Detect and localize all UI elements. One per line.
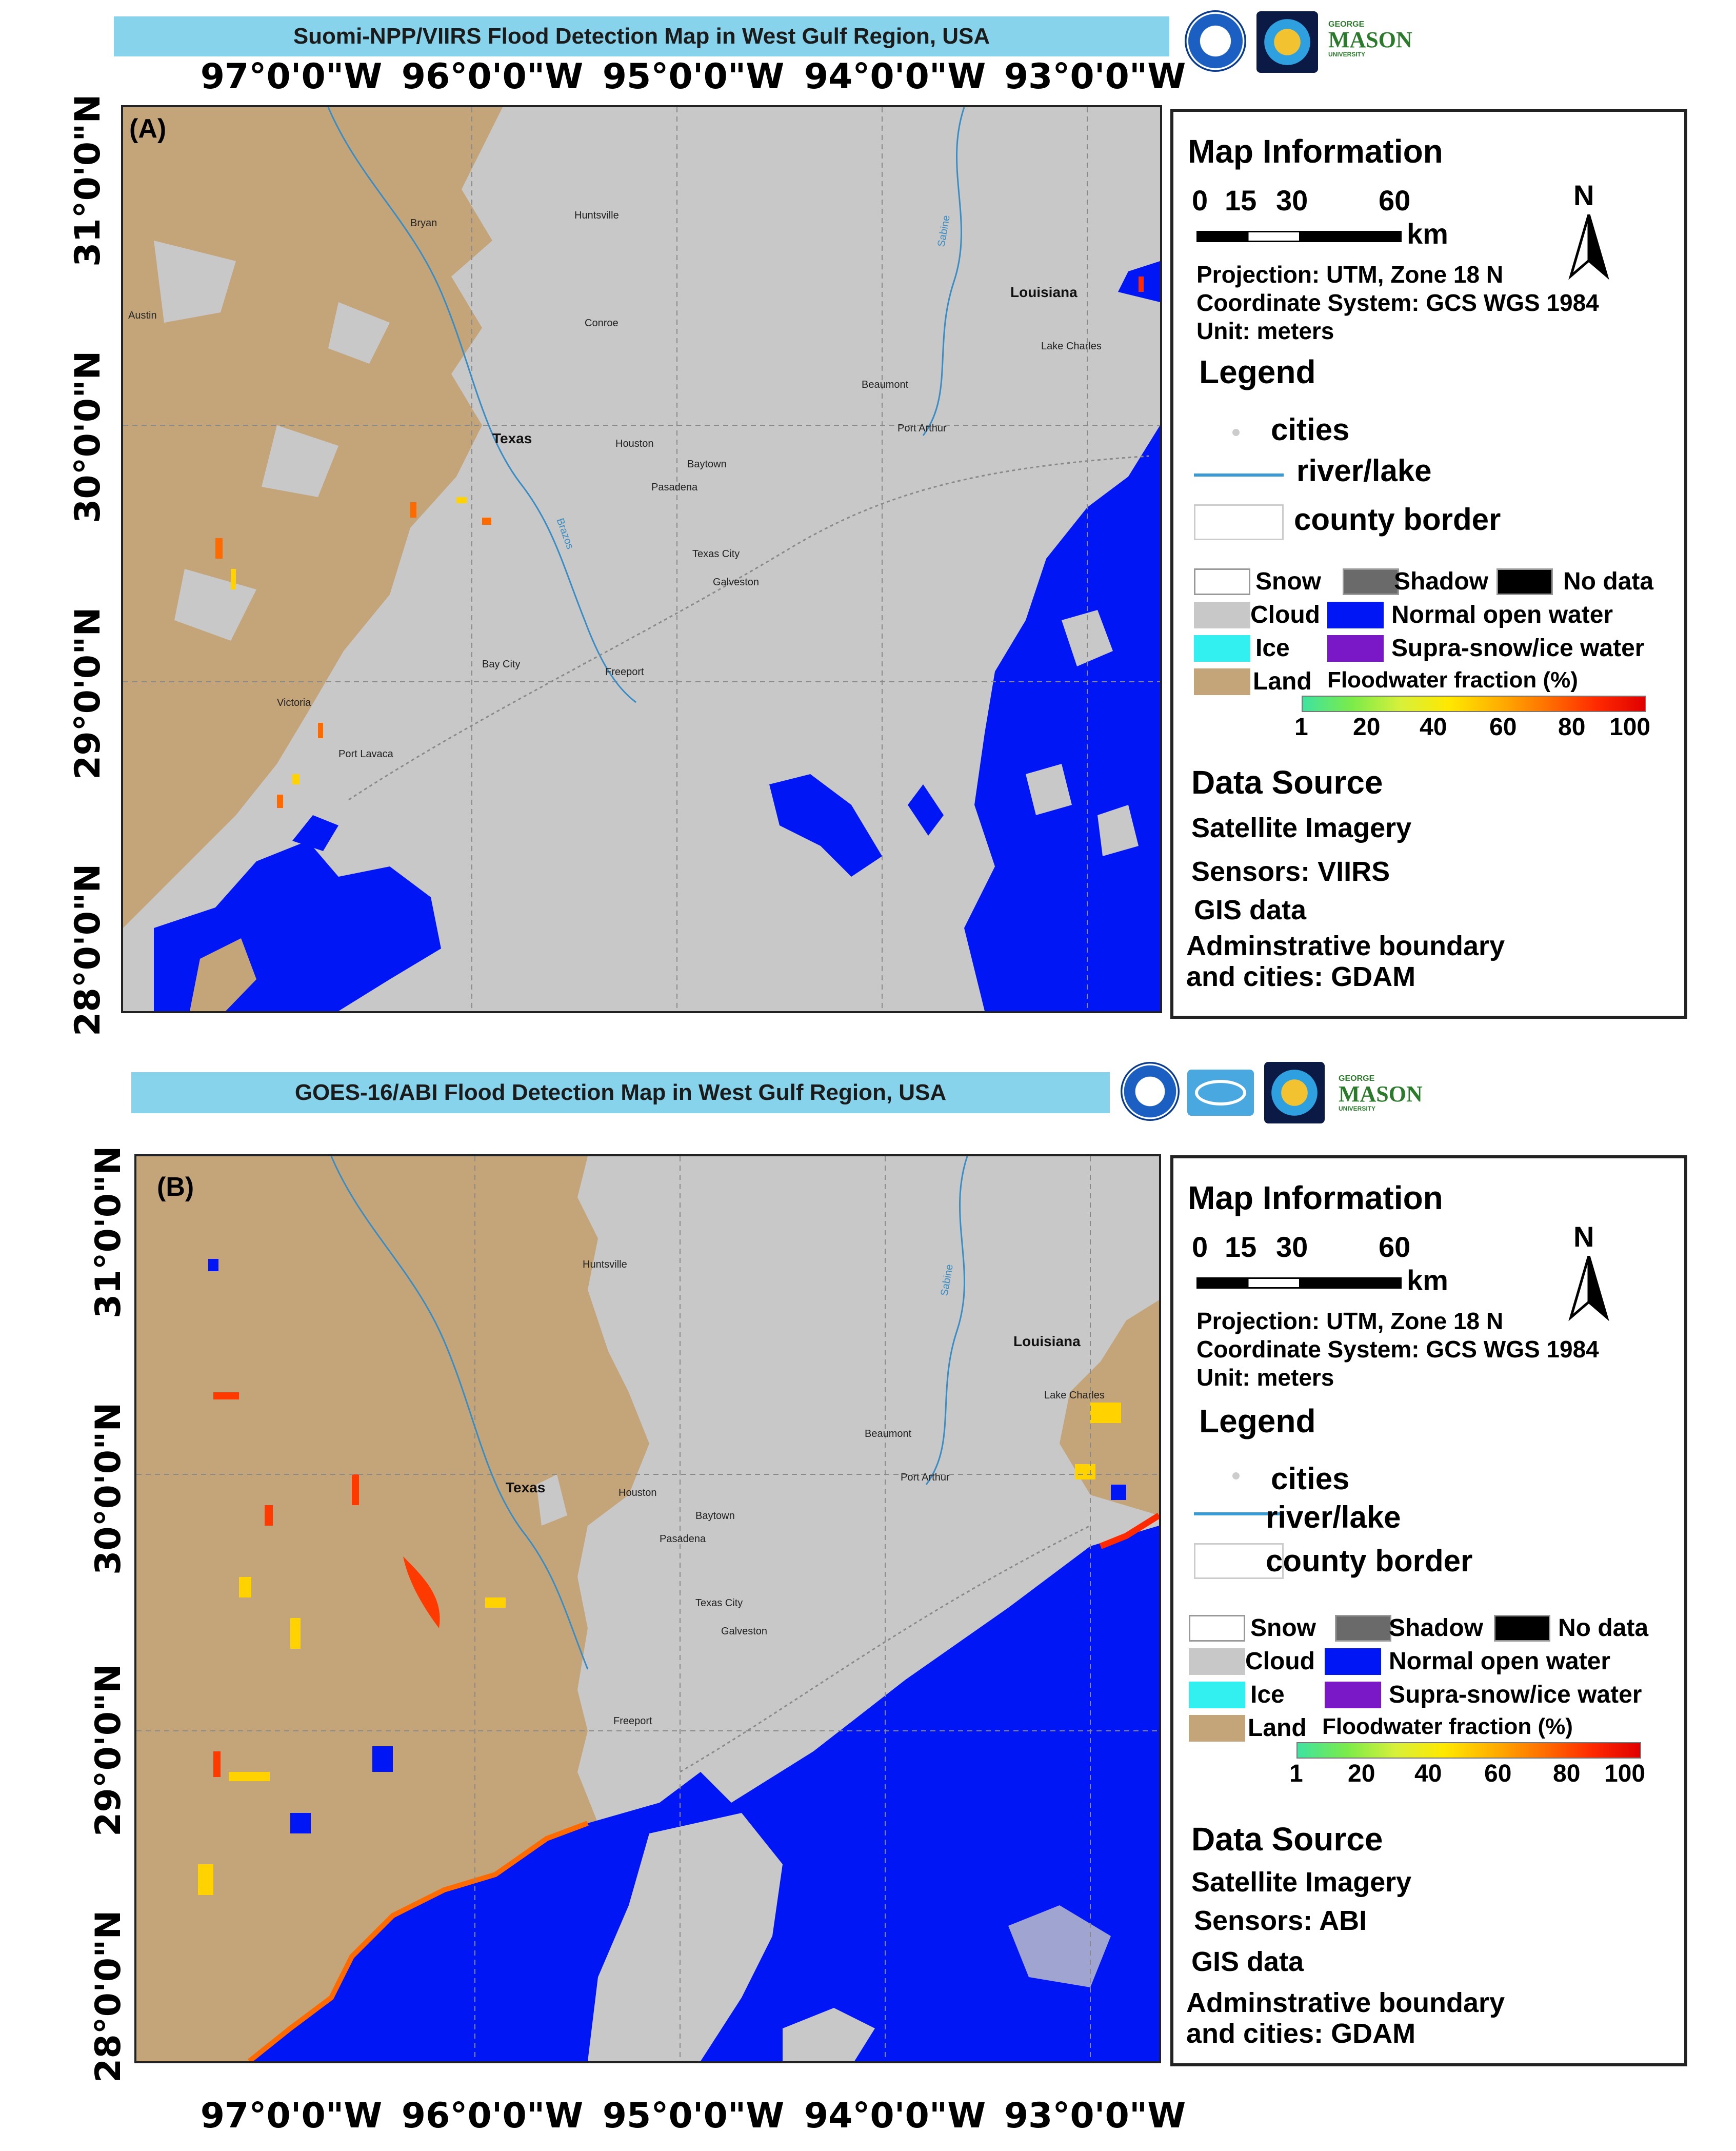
flood-map-b [134, 1154, 1161, 2063]
ramp-tick: 80 [1558, 714, 1586, 741]
legend-flood-fraction: Floodwater fraction (%) [1327, 667, 1578, 693]
county-symbol-icon [1194, 504, 1284, 540]
info-box-a [1170, 109, 1687, 1019]
lon-label: 93°0'0"W [1004, 56, 1186, 97]
sensor-text: Sensors: ABI [1194, 1905, 1367, 1936]
projection-text: Projection: UTM, Zone 18 N [1196, 1308, 1504, 1334]
gis-data-text: GIS data [1191, 1946, 1304, 1977]
city-label: Houston [618, 1487, 657, 1498]
legend-river: river/lake [1266, 1500, 1401, 1534]
map-b-graphic [136, 1156, 1159, 2061]
legend-nodata: No data [1563, 568, 1654, 595]
ramp-tick: 80 [1553, 1760, 1581, 1787]
lat-label: 29°0'0"N [88, 1664, 129, 1837]
map-info-heading: Map Information [1188, 1179, 1443, 1216]
mason-logo-sub: UNIVERSITY [1339, 1105, 1376, 1112]
swatch-nodata [1496, 568, 1553, 595]
river-label: Sabine [939, 1263, 955, 1297]
mason-logo-sub: UNIVERSITY [1328, 51, 1366, 58]
swatch-normal-water [1327, 602, 1384, 628]
city-label: Houston [615, 438, 654, 449]
legend-river: river/lake [1296, 453, 1432, 488]
legend-snow: Snow [1250, 1614, 1316, 1642]
label-louisiana: Louisiana [1013, 1333, 1081, 1349]
nesdis-logo-icon [1264, 1062, 1325, 1123]
ramp-tick: 100 [1609, 714, 1651, 741]
lon-label: 96°0'0"W [401, 2096, 584, 2136]
swatch-land [1194, 668, 1250, 695]
ramp-tick: 20 [1353, 714, 1381, 741]
mason-logo-main: MASON [1339, 1081, 1423, 1107]
legend-cities: cities [1271, 412, 1350, 447]
scale-tick: 0 [1192, 184, 1208, 216]
lat-label: 29°0'0"N [68, 607, 108, 780]
swatch-cloud [1189, 1648, 1245, 1675]
panel-letter-a: (A) [129, 114, 167, 144]
city-label: Pasadena [651, 482, 698, 493]
legend-cloud: Cloud [1250, 601, 1320, 628]
city-label: Port Arthur [901, 1472, 950, 1483]
city-label: Bryan [410, 218, 437, 229]
legend-nodata: No data [1558, 1614, 1649, 1642]
ramp-tick: 1 [1294, 714, 1308, 741]
mason-logo-top: GEORGE [1339, 1074, 1375, 1083]
lat-label: 30°0'0"N [68, 350, 108, 523]
swatch-shadow [1343, 568, 1399, 595]
swatch-supra [1325, 1682, 1381, 1708]
legend-supra: Supra-snow/ice water [1391, 635, 1645, 662]
ramp-tick: 60 [1489, 714, 1517, 741]
river-label: Sabine [935, 214, 952, 248]
lon-label: 94°0'0"W [804, 2096, 986, 2136]
scale-tick: 0 [1192, 1231, 1208, 1263]
flood-ramp [1296, 1742, 1641, 1759]
city-label: Texas City [692, 548, 740, 560]
lon-label: 96°0'0"W [401, 56, 584, 97]
city-label: Baytown [687, 459, 727, 470]
city-label: Victoria [277, 697, 311, 708]
city-label: Beaumont [865, 1428, 912, 1439]
city-label: Baytown [695, 1510, 735, 1522]
city-label: Lake Charles [1041, 341, 1102, 352]
scale-tick: 30 [1276, 184, 1308, 216]
label-louisiana: Louisiana [1010, 284, 1077, 300]
swatch-ice [1189, 1682, 1245, 1708]
city-label: Texas City [695, 1597, 743, 1609]
swatch-land [1189, 1715, 1245, 1742]
legend-snow: Snow [1255, 568, 1321, 595]
swatch-nodata [1494, 1615, 1550, 1642]
legend-normal-water: Normal open water [1391, 601, 1613, 628]
scale-tick: 60 [1379, 184, 1411, 216]
info-box-b [1170, 1155, 1687, 2066]
lon-label: 94°0'0"W [804, 56, 986, 97]
flood-map-a [121, 105, 1162, 1013]
ramp-tick: 1 [1289, 1760, 1303, 1787]
legend-ice: Ice [1255, 635, 1290, 662]
legend-land: Land [1248, 1714, 1307, 1742]
north-arrow [1563, 179, 1625, 281]
scale-tick: 60 [1379, 1231, 1411, 1263]
data-source-heading: Data Source [1191, 764, 1383, 801]
nasa-logo-icon [1187, 1070, 1254, 1116]
label-texas: Texas [492, 430, 532, 446]
swatch-ice [1194, 635, 1250, 662]
lon-label: 97°0'0"W [200, 56, 383, 97]
city-label: Conroe [585, 318, 618, 329]
lat-label: 31°0'0"N [68, 94, 108, 267]
scale-tick: 30 [1276, 1231, 1308, 1263]
swatch-normal-water [1325, 1648, 1381, 1675]
city-label: Freeport [605, 666, 644, 678]
title-a: Suomi-NPP/VIIRS Flood Detection Map in West Gulf Region, USA [293, 24, 990, 49]
coord-system-text: Coordinate System: GCS WGS 1984 [1196, 1336, 1599, 1363]
swatch-supra [1327, 635, 1384, 662]
satellite-imagery-text: Satellite Imagery [1191, 1867, 1412, 1898]
coord-system-text: Coordinate System: GCS WGS 1984 [1196, 289, 1599, 316]
city-label: Lake Charles [1044, 1390, 1105, 1401]
north-label: N [1573, 179, 1594, 211]
mason-logo [1328, 20, 1412, 72]
ramp-tick: 40 [1414, 1760, 1442, 1787]
swatch-snow [1194, 568, 1250, 595]
legend-classes [1173, 1610, 1686, 1764]
ramp-tick: 40 [1420, 714, 1447, 741]
lon-label: 95°0'0"W [602, 2096, 785, 2136]
legend-cities: cities [1271, 1462, 1350, 1496]
cities-symbol-icon [1232, 429, 1240, 436]
scale-tick: 15 [1225, 1231, 1257, 1263]
title-b: GOES-16/ABI Flood Detection Map in West Gulf Region, USA [294, 1080, 947, 1105]
admin-cities-text: and cities: GDAM [1186, 2018, 1416, 2049]
city-label: Port Arthur [897, 423, 947, 434]
river-symbol-icon [1194, 473, 1284, 477]
lat-label: 30°0'0"N [88, 1402, 129, 1575]
legend-heading: Legend [1199, 353, 1316, 390]
sensor-text: Sensors: VIIRS [1191, 856, 1390, 887]
flood-ramp [1302, 696, 1646, 712]
gis-data-text: GIS data [1194, 895, 1307, 925]
mason-logo-main: MASON [1328, 27, 1412, 52]
cities-symbol-icon [1232, 1472, 1240, 1479]
mason-logo-top: GEORGE [1328, 20, 1365, 29]
legend-flood-fraction: Floodwater fraction (%) [1322, 1714, 1573, 1739]
satellite-imagery-text: Satellite Imagery [1191, 813, 1412, 843]
lat-label: 31°0'0"N [88, 1146, 129, 1318]
admin-boundary-text: Adminstrative boundary [1186, 931, 1505, 961]
lon-label: 93°0'0"W [1004, 2096, 1186, 2136]
map-a-graphic [123, 107, 1160, 1011]
legend-heading: Legend [1199, 1403, 1316, 1439]
city-label: Pasadena [660, 1533, 706, 1545]
city-label: Port Lavaca [338, 748, 393, 760]
lat-label: 28°0'0"N [88, 1910, 129, 2083]
legend-supra: Supra-snow/ice water [1389, 1681, 1642, 1708]
legend-shadow: Shadow [1389, 1614, 1484, 1642]
legend-classes [1173, 563, 1686, 717]
north-arrow [1563, 1220, 1625, 1323]
lat-label: 28°0'0"N [68, 863, 108, 1036]
admin-boundary-text: Adminstrative boundary [1186, 1987, 1505, 2018]
north-arrow-icon [1563, 214, 1614, 281]
ramp-tick: 20 [1348, 1760, 1375, 1787]
lon-label: 95°0'0"W [602, 56, 785, 97]
scale-bar-graphic [1196, 231, 1402, 242]
swatch-shadow [1335, 1615, 1391, 1642]
admin-cities-text: and cities: GDAM [1186, 961, 1416, 992]
panel-letter-b: (B) [157, 1172, 194, 1202]
river-label: Brazos [554, 517, 576, 551]
city-label: Beaumont [862, 379, 909, 390]
swatch-snow [1189, 1615, 1245, 1642]
map-info-heading: Map Information [1188, 133, 1443, 170]
legend-county: county border [1266, 1544, 1473, 1578]
city-label: Galveston [713, 577, 760, 588]
scale-bar-graphic [1196, 1277, 1402, 1289]
noaa-logo-icon [1185, 10, 1246, 72]
north-label: N [1573, 1220, 1594, 1253]
mason-logo [1339, 1074, 1423, 1126]
legend-ice: Ice [1250, 1681, 1285, 1708]
title-bar-a [114, 16, 1169, 56]
city-label: Huntsville [574, 210, 619, 221]
title-bar-b [131, 1072, 1110, 1113]
label-texas: Texas [506, 1479, 546, 1495]
legend-county: county border [1294, 502, 1501, 537]
data-source-heading: Data Source [1191, 1821, 1383, 1858]
projection-text: Projection: UTM, Zone 18 N [1196, 261, 1504, 288]
city-label: Austin [128, 310, 157, 321]
legend-normal-water: Normal open water [1389, 1648, 1611, 1675]
scale-unit: km [1407, 218, 1448, 250]
unit-text: Unit: meters [1196, 1364, 1334, 1391]
ramp-tick: 60 [1484, 1760, 1512, 1787]
north-arrow-icon [1563, 1256, 1614, 1323]
legend-shadow: Shadow [1394, 568, 1489, 595]
city-label: Huntsville [583, 1259, 627, 1270]
swatch-cloud [1194, 602, 1250, 628]
noaa-logo-icon [1121, 1062, 1180, 1121]
unit-text: Unit: meters [1196, 318, 1334, 344]
scale-tick: 15 [1225, 184, 1257, 216]
legend-cloud: Cloud [1245, 1648, 1315, 1675]
city-label: Freeport [613, 1715, 652, 1727]
city-label: Galveston [721, 1626, 768, 1637]
ramp-tick: 100 [1604, 1760, 1646, 1787]
nesdis-logo-icon [1256, 11, 1318, 73]
lon-label: 97°0'0"W [200, 2096, 383, 2136]
legend-land: Land [1253, 668, 1312, 695]
scale-unit: km [1407, 1264, 1448, 1296]
city-label: Bay City [482, 659, 521, 670]
